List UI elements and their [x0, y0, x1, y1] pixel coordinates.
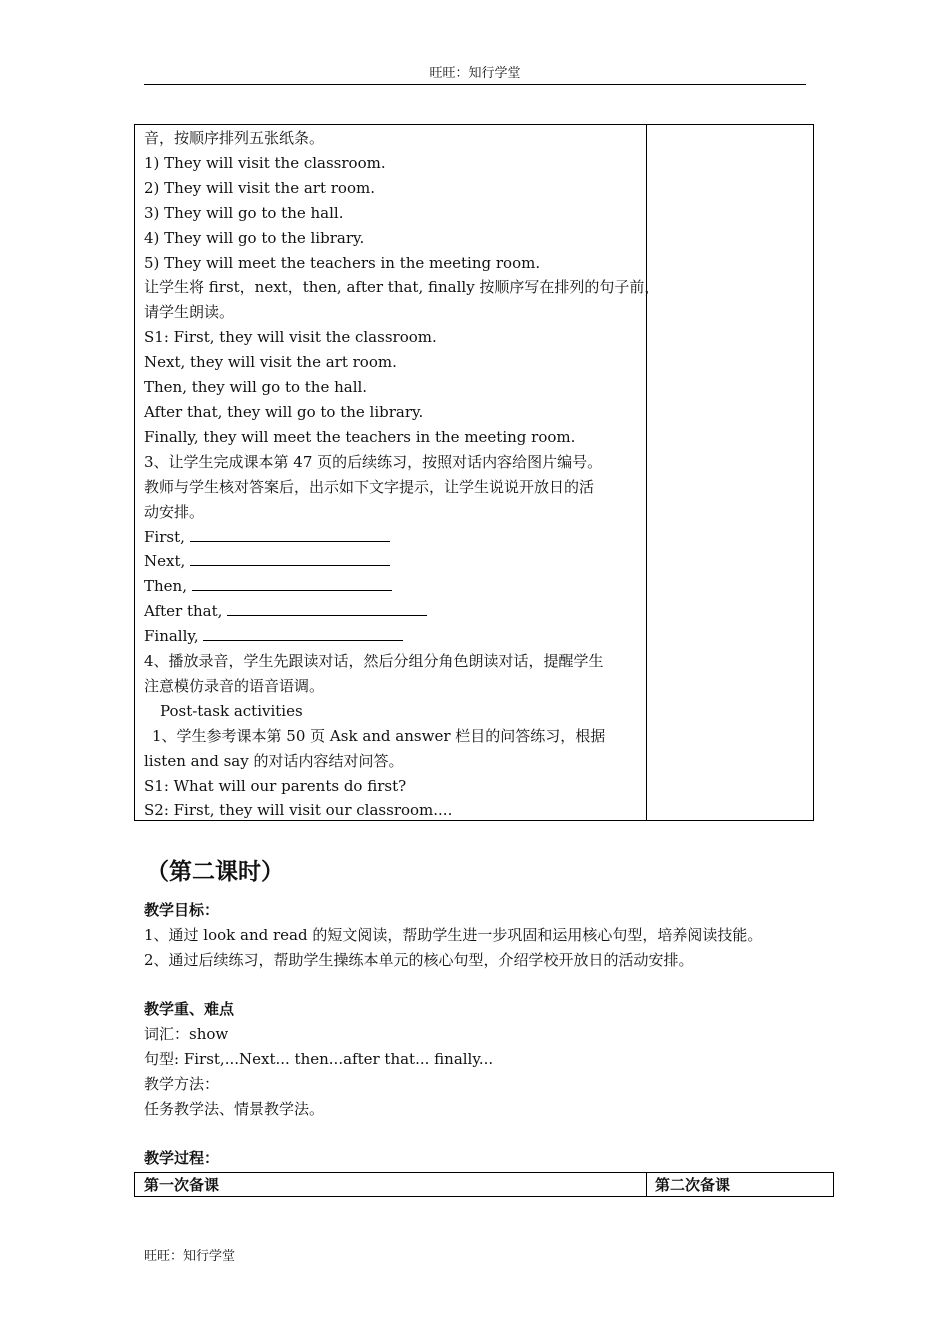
text-line: 4、播放录音，学生先跟读对话，然后分组分角色朗读对话，提醒学生 — [144, 652, 604, 671]
text-line: After that, they will go to the library. — [144, 402, 424, 421]
second-prep-header: 第二次备课 — [655, 1176, 731, 1194]
text-line: 5) They will meet the teachers in the meeting room. — [144, 253, 541, 272]
text-line: Post-task activities — [160, 701, 303, 720]
lesson-table — [134, 124, 814, 821]
fill-blank-then — [144, 574, 640, 599]
fill-blank-next — [144, 549, 640, 574]
blank-label: First, — [144, 527, 185, 546]
column-divider — [646, 1173, 647, 1196]
blank-label: After that, — [144, 602, 223, 621]
goal-item: 1、通过 look and read 的短文阅读，帮助学生进一步巩固和运用核心句型，培养阅读技能。 — [144, 926, 763, 944]
text-line: 音，按顺序排列五张纸条。 — [144, 129, 325, 147]
blank-label: Finally, — [144, 627, 199, 646]
key-points — [144, 997, 824, 1122]
blank-label: Next, — [144, 552, 186, 571]
fill-blank-after-that — [144, 599, 640, 624]
first-prep-header: 第一次备课 — [144, 1176, 220, 1194]
section-title: （第二课时） — [146, 858, 284, 885]
keypoints-heading: 教学重、难点 — [144, 1000, 235, 1018]
text-line: 教师与学生核对答案后，出示如下文字提示，让学生说说开放日的活 — [144, 477, 595, 496]
fill-blank-first — [144, 525, 640, 550]
page-header: 旺旺：知行学堂 — [144, 64, 806, 85]
blank-underline — [190, 551, 390, 566]
method-line: 任务教学法、情景教学法。 — [144, 1100, 325, 1118]
pattern-line: 句型: First,...Next... then...after that... finally... — [144, 1050, 494, 1068]
text-line: 动安排。 — [144, 502, 205, 521]
text-line: S1: First, they will visit the classroom. — [144, 328, 437, 347]
text-line: listen and say 的对话内容结对问答。 — [144, 751, 404, 770]
vocab-line: 词汇：show — [144, 1025, 229, 1043]
text-line: 请学生朗读。 — [144, 303, 235, 322]
goals-heading: 教学目标： — [144, 901, 220, 919]
text-line: S2: First, they will visit our classroom.... — [144, 801, 453, 820]
text-line: 1) They will visit the classroom. — [144, 153, 386, 172]
page-footer: 旺旺：知行学堂 — [144, 1249, 236, 1264]
text-line: 3) They will go to the hall. — [144, 203, 344, 222]
process-heading: 教学过程： — [144, 1149, 220, 1167]
blank-label: Then, — [144, 577, 187, 596]
text-line: S1: What will our parents do first? — [144, 776, 407, 795]
goal-item: 2、通过后续练习，帮助学生操练本单元的核心句型，介绍学校开放日的活动安排。 — [144, 951, 694, 969]
text-line: 3、让学生完成课本第 47 页的后续练习，按照对话内容给图片编号。 — [144, 452, 603, 471]
text-line: Then, they will go to the hall. — [144, 378, 368, 397]
text-line: 1、学生参考课本第 50 页 Ask and answer 栏目的问答练习，根据 — [152, 726, 606, 745]
text-line: Finally, they will meet the teachers in the meeting room. — [144, 427, 576, 446]
blank-underline — [227, 601, 427, 616]
method-label: 教学方法： — [144, 1075, 220, 1093]
fill-blank-finally — [144, 624, 640, 649]
text-line: Next, they will visit the art room. — [144, 353, 397, 372]
planning-table — [134, 1172, 834, 1197]
text-line: 4) They will go to the library. — [144, 228, 365, 247]
lesson-cell — [144, 126, 660, 823]
column-divider — [646, 125, 647, 820]
blank-underline — [192, 576, 392, 591]
teaching-goals — [144, 898, 824, 973]
text-line: 2) They will visit the art room. — [144, 178, 375, 197]
text-line: 注意模仿录音的语音语调。 — [144, 676, 325, 695]
blank-underline — [190, 527, 390, 542]
text-line: 让学生将 first，next，then, after that, finally 按顺序写在排列的句子前， — [144, 278, 660, 297]
blank-underline — [203, 626, 403, 641]
